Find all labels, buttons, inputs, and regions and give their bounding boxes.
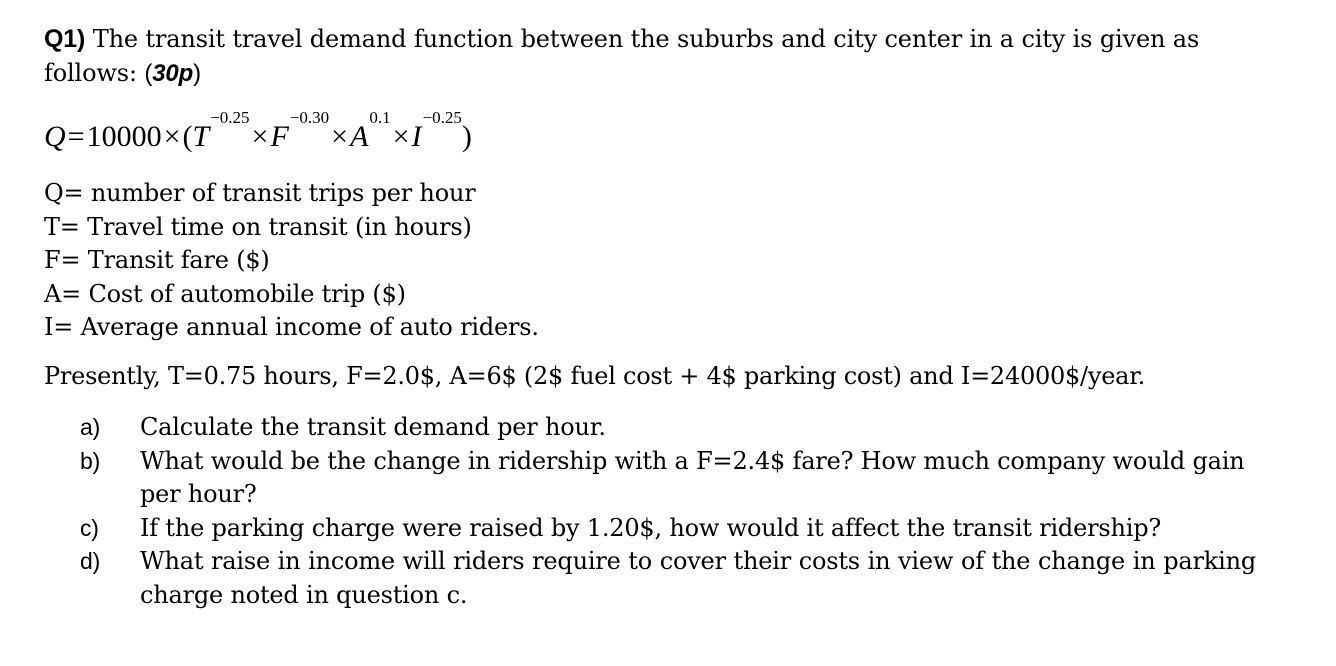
formula-term-a: A [350, 120, 369, 153]
part-b [80, 445, 1256, 512]
question-intro: The transit travel demand function between the suburbs and city center in a city is given as follows: [44, 25, 1200, 87]
formula-exp-a: 0.1 [369, 108, 391, 127]
formula-equals: = [67, 120, 85, 153]
formula-close-paren: ) [461, 120, 472, 153]
question-heading [44, 22, 1294, 91]
part-a [80, 411, 1256, 445]
formula-times: × [392, 120, 410, 153]
formula-times: × [331, 120, 349, 153]
formula-times: × [251, 120, 269, 153]
definition-q: Q= number of transit trips per hour [44, 179, 476, 207]
formula-term-f: F [270, 120, 289, 153]
part-text: Calculate the transit demand per hour. [140, 412, 606, 441]
question-parts [80, 411, 1256, 613]
demand-formula [44, 108, 1294, 163]
question-document [44, 22, 1294, 637]
part-label: a) [80, 413, 101, 440]
formula-open-paren: ( [182, 120, 193, 153]
part-text: What raise in income will riders require to cover their costs in view of the change in parking charge noted in question c. [140, 547, 1256, 609]
question-points: (30p) [144, 60, 201, 87]
formula-coefficient: 10000 [86, 120, 162, 153]
definition-i: I= Average annual income of auto riders. [44, 313, 539, 342]
formula-exp-i: −0.25 [422, 108, 462, 127]
part-label: b) [80, 447, 101, 474]
formula-term-t: T [192, 120, 210, 153]
part-label: d) [80, 548, 101, 575]
part-d [80, 545, 1256, 612]
part-c [80, 512, 1256, 546]
formula-lhs: Q [44, 120, 66, 153]
formula-exp-t: −0.25 [210, 108, 250, 127]
variable-definitions [44, 177, 1294, 345]
formula-term-i: I [411, 120, 422, 153]
part-text: If the parking charge were raised by 1.20$, how would it affect the transit ridership? [140, 513, 1162, 542]
part-text: What would be the change in ridership with a F=2.4$ fare? How much company would gain per hour? [140, 446, 1245, 509]
definition-f: F= Transit fare ($) [44, 246, 270, 275]
present-conditions: Presently, T=0.75 hours, F=2.0$, A=6$ (2$ fuel cost + 4$ parking cost) and I=24000$/year. [44, 361, 1146, 390]
formula-exp-f: −0.30 [289, 108, 330, 127]
formula-times: × [163, 120, 181, 153]
part-label: c) [80, 514, 99, 541]
definition-a: A= Cost of automobile trip ($) [44, 279, 406, 308]
question-number: Q1) [44, 25, 86, 53]
definition-t: T= Travel time on transit (in hours) [44, 212, 472, 241]
